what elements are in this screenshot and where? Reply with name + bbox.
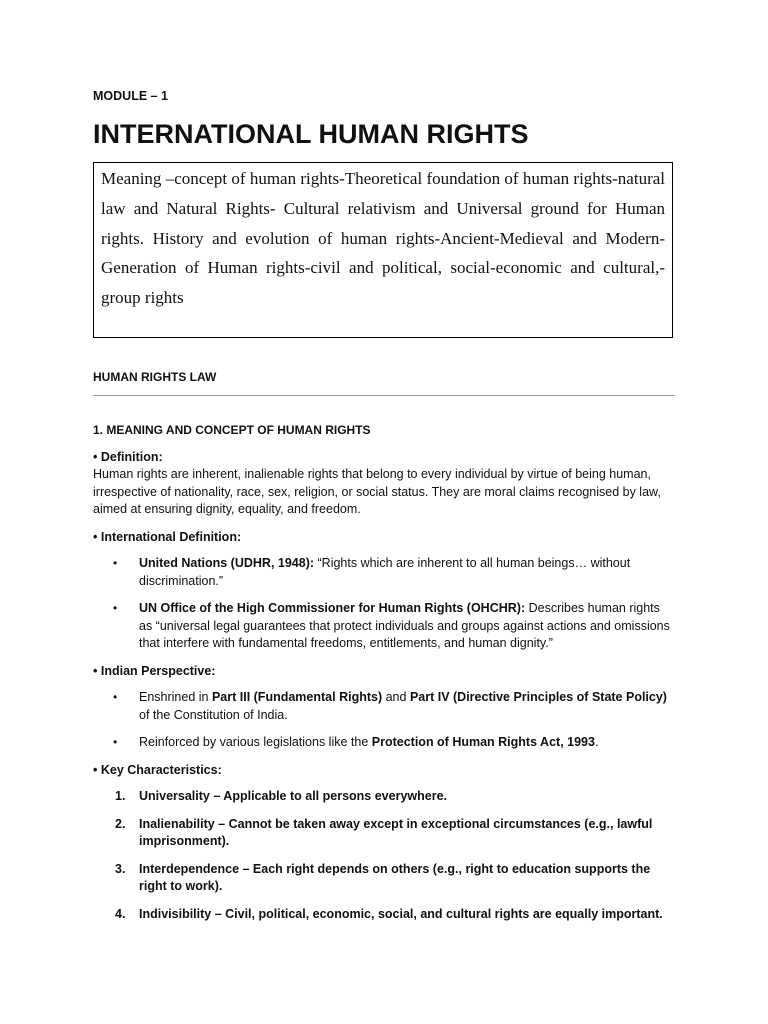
module-label: MODULE – 1: [93, 89, 169, 103]
item-text: .: [594, 735, 599, 749]
section-heading: HUMAN RIGHTS LAW: [93, 370, 217, 384]
list-item: [93, 861, 675, 896]
item-bold: United Nations (UDHR, 1948):: [139, 556, 315, 570]
characteristics-list: [93, 788, 675, 923]
list-item: [93, 600, 675, 653]
syllabus-box: [93, 162, 673, 338]
item-text: and: [382, 690, 410, 704]
page-title: INTERNATIONAL HUMAN RIGHTS: [93, 119, 529, 149]
item-text: Describes human rights as “universal legal guarantees that protect individuals and groups against actions and omissions that interfere with fundamental freedoms, entitlements, and human dignity.”: [139, 601, 670, 650]
item-text: “Rights which are inherent to all human beings… without discrimination.”: [139, 556, 631, 588]
subsection-heading: 1. MEANING AND CONCEPT OF HUMAN RIGHTS: [93, 423, 371, 437]
definition-text: Human rights are inherent, inalienable rights that belong to every individual by virtue of being human, irrespective of nationality, race, sex, religion, or social status. They are moral claims recognised by law, aimed at ensuring dignity, equality, and freedom.: [93, 467, 661, 516]
item-text: Indivisibility – Civil, political, economic, social, and cultural rights are equally important.: [139, 906, 663, 921]
list-item: [93, 734, 675, 752]
list-item: [93, 555, 675, 590]
definition-heading: • Definition:: [93, 449, 163, 464]
international-heading: • International Definition:: [93, 529, 242, 544]
item-number: 4.: [115, 906, 126, 921]
item-number: 2.: [115, 816, 126, 831]
body-content: [93, 422, 675, 933]
item-bold: UN Office of the High Commissioner for Human Rights (OHCHR):: [139, 601, 526, 615]
characteristics-heading: • Key Characteristics:: [93, 762, 222, 777]
item-number: 1.: [115, 789, 126, 803]
item-bold: Protection of Human Rights Act, 1993: [371, 735, 595, 749]
indian-heading: • Indian Perspective:: [93, 663, 216, 678]
international-list: [93, 555, 675, 653]
horizontal-divider: [93, 395, 675, 396]
list-item: [93, 906, 675, 924]
item-number: 3.: [115, 861, 126, 876]
item-text: Reinforced by various legislations like the: [139, 735, 372, 749]
list-item: [93, 816, 675, 851]
item-text: of the Constitution of India.: [139, 707, 288, 722]
syllabus-text: Meaning –concept of human rights-Theoretical foundation of human rights-natural law and Natural Rights- Cultural relativism and Universal ground for Human rights. History and evolution of human rights-Ancient-Medieval and Modern-Generation of Human rights-civil and political, social-economic and cultural,-group rights: [101, 169, 665, 308]
item-text: Interdependence – Each right depends on others (e.g., right to education supports the right to work).: [139, 861, 651, 893]
item-bold: Part IV (Directive Principles of State Policy): [409, 690, 667, 704]
item-text: Universality – Applicable to all persons everywhere.: [139, 789, 447, 803]
indian-list: [93, 689, 675, 752]
item-bold: Part III (Fundamental Rights): [211, 690, 383, 704]
item-text: Enshrined in: [139, 690, 212, 704]
list-item: [93, 689, 675, 724]
list-item: [93, 788, 675, 806]
item-text: Inalienability – Cannot be taken away except in exceptional circumstances (e.g., lawful imprisonment).: [139, 816, 653, 848]
